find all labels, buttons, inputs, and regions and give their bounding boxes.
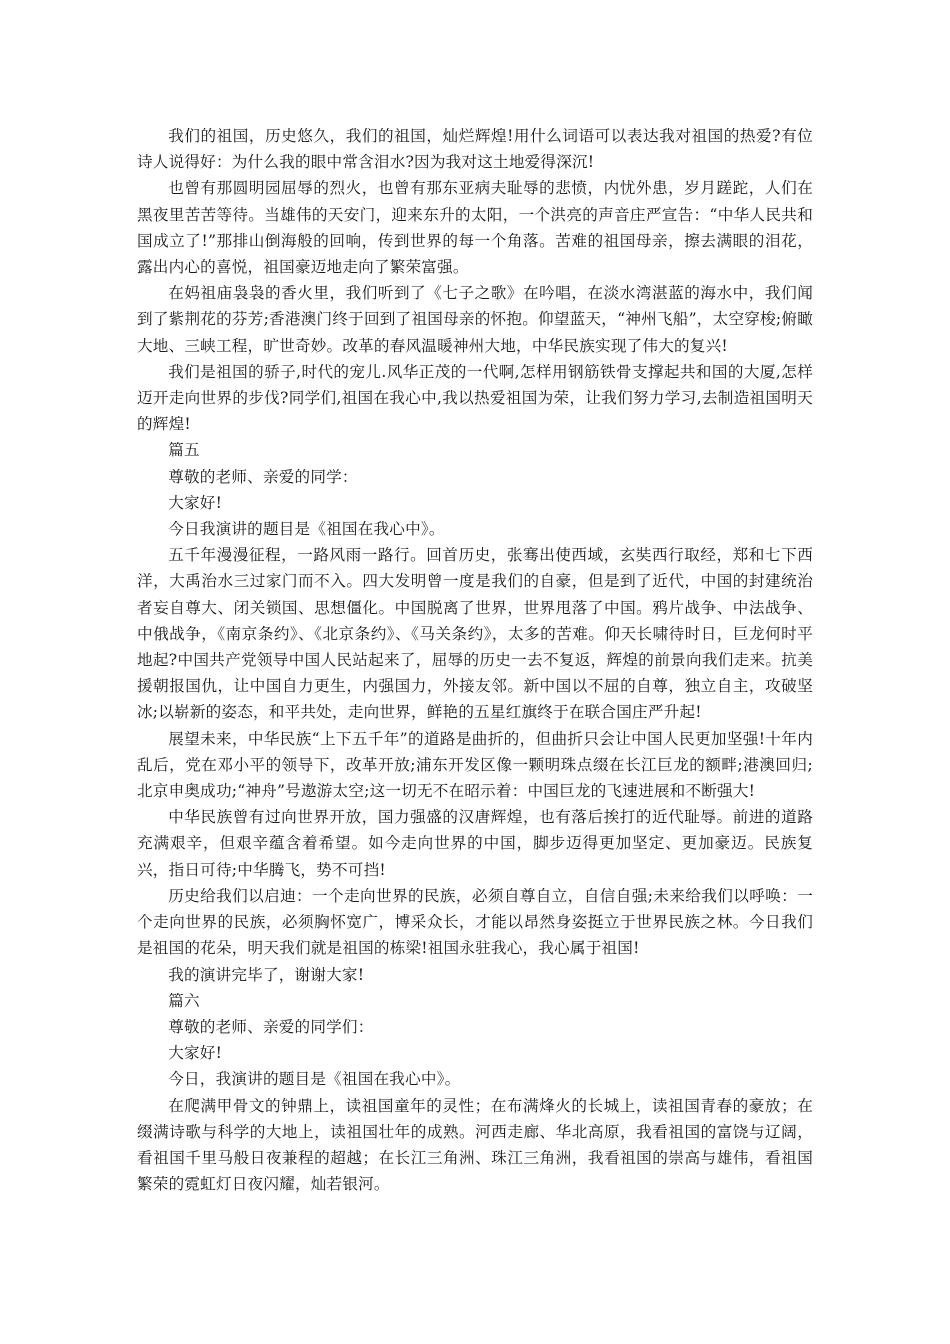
speech-topic: 今日我演讲的题目是《祖国在我心中》。 [168,520,445,539]
document-body [137,123,813,1197]
salutation: 尊敬的老师、亲爱的同学： [168,467,358,486]
section-heading-5: 篇五 [168,441,200,460]
salutation-2: 尊敬的老师、亲爱的同学们： [168,1017,374,1036]
paragraph-3: 在妈祖庙袅袅的香火里，我们听到了《七子之歌》在吟唱，在淡水湾湛蓝的海水中，我们闻到了紫荆花的芬芳;香港澳门终于回到了祖国母亲的怀抱。仰望蓝天，“神州飞船”，太空穿梭;俯瞰大地、三峡工程，旷世奇妙。改革的春风温暖神州大地，中华民族实现了伟大的复兴! [137,284,813,355]
paragraph-history: 五千年漫漫征程，一路风雨一路行。回首历史，张骞出使西域，玄奘西行取经，郑和七下西洋，大禹治水三过家门而不入。四大发明曾一度是我们的自豪，但是到了近代，中国的封建统治者妄自尊大、闭关锁国、思想僵化。中国脱离了世界，世界甩落了中国。鸦片战争、中法战争、中俄战争，《南京条约》、《北京条约》、《马关条约》，太多的苦难。仰天长啸待时日，巨龙何时平地起?中国共产党领导中国人民站起来了，屈辱的历史一去不复返，辉煌的前景向我们走来。抗美援朝报国仇，让中国自力更生，内强国力，外接友邻。新中国以不屈的自尊，独立自主，攻破坚冰;以崭新的姿态，和平共处，走向世界，鲜艳的五星红旗终于在联合国庄严升起! [137,546,813,722]
speech-topic-2: 今日，我演讲的题目是《祖国在我心中》。 [168,1070,461,1089]
section-heading-6: 篇六 [168,991,200,1010]
greeting: 大家好! [168,493,223,512]
paragraph-lessons: 历史给我们以启迪：一个走向世界的民族，必须自尊自立，自信自强;未来给我们以呼唤：一个走向世界的民族，必须胸怀宽广，博采众长，才能以昂然身姿挺立于世界民族之林。今日我们是祖国的花朵，明天我们就是祖国的栋梁!祖国永驻我心，我心属于祖国! [137,886,813,958]
paragraph-4: 我们是祖国的骄子,时代的宠儿.风华正茂的一代啊,怎样用钢筋铁骨支撑起共和国的大厦,怎样迈开走向世界的步伐?同学们,祖国在我心中,我以热爱祖国为荣，让我们努力学习,去制造祖国明天的辉煌! [137,362,813,434]
paragraph-1: 我们的祖国，历史悠久，我们的祖国，灿烂辉煌!用什么词语可以表达我对祖国的热爱?有位诗人说得好：为什么我的眼中常含泪水?因为我对这土地爱得深沉! [137,127,813,172]
paragraph-nation: 中华民族曾有过向世界开放，国力强盛的汉唐辉煌，也有落后挨打的近代耻辱。前进的道路充满艰辛，但艰辛蕴含着希望。如今走向世界的中国，脚步迈得更加坚定、更加豪迈。民族复兴，指日可待;中华腾飞，势不可挡! [137,808,813,879]
paragraph-2: 也曾有那圆明园屈辱的烈火，也曾有那东亚病夫耻辱的悲愤，内忧外患，岁月蹉跎，人们在黑夜里苦苦等待。当雄伟的天安门，迎来东升的太阳，一个洪亮的声音庄严宣告：“中华人民共和国成立了!”那排山倒海般的回响，传到世界的每一个角落。苦难的祖国母亲，擦去满眼的泪花，露出内心的喜悦，祖国豪迈地走向了繁荣富强。 [137,179,813,277]
paragraph-future: 展望未来，中华民族“上下五千年”的道路是曲折的，但曲折只会让中国人民更加坚强!十年内乱后，党在邓小平的领导下，改革开放;浦东开发区像一颗明珠点缀在长江巨龙的额畔;港澳回归;北京申奥成功;“神舟”号遨游太空;这一切无不在昭示着：中国巨龙的飞速进展和不断强大! [137,729,813,801]
greeting-2: 大家好! [168,1044,223,1063]
paragraph-reading: 在爬满甲骨文的钟鼎上，读祖国童年的灵性；在布满烽火的长城上，读祖国青春的豪放；在缀满诗歌与科学的大地上，读祖国壮年的成熟。河西走廊、华北高原，我看祖国的富饶与辽阔，看祖国千里马般日夜兼程的超越；在长江三角洲、珠江三角洲，我看祖国的崇高与雄伟，看祖国繁荣的霓虹灯日夜闪耀，灿若银河。 [137,1096,813,1194]
closing: 我的演讲完毕了，谢谢大家! [168,965,365,984]
